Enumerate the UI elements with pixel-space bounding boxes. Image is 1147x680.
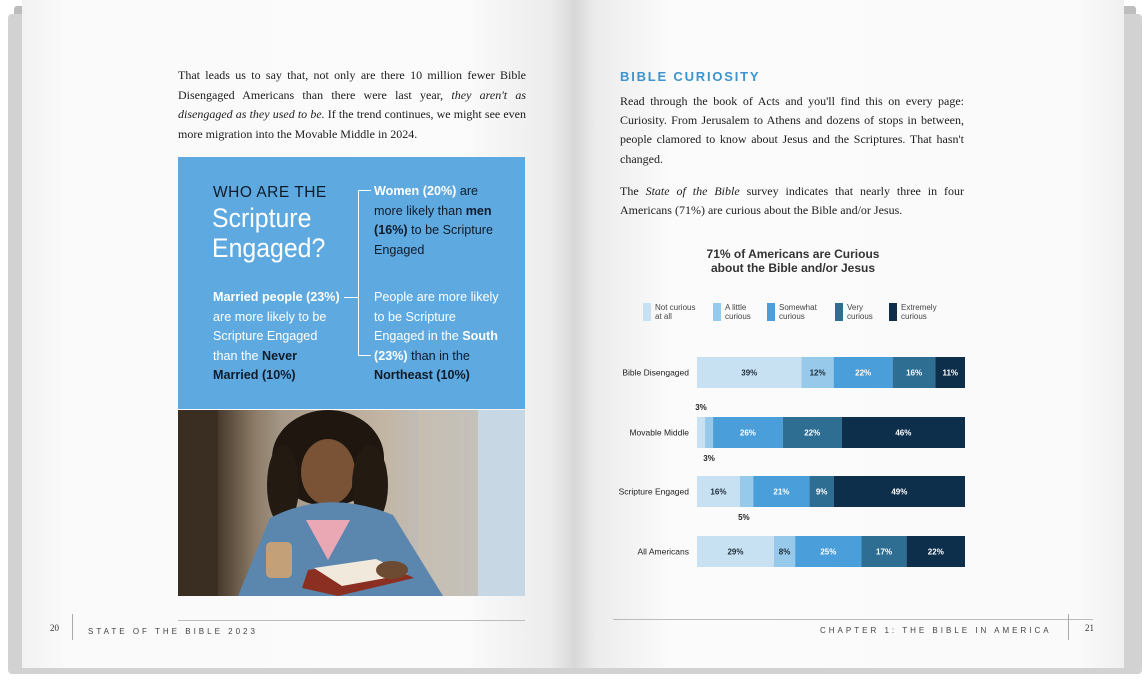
data-label: 9% (815, 487, 828, 497)
footer-rule (613, 619, 1093, 620)
curiosity-paragraph-2: The State of the Bible survey indicates that nearly three in four Americans (71%) are curious about the Bible and/or Jesus. (620, 184, 965, 218)
legend-label: at all (655, 312, 672, 321)
data-label: 22% (927, 547, 944, 557)
right-page-number: 21 (1085, 623, 1094, 633)
chart-title: 71% of Americans are Curious about the Bible and/or Jesus (706, 247, 880, 275)
legend-swatch (767, 303, 775, 321)
curiosity-paragraph-1: Read through the book of Acts and you'll find this on every page: Curiosity. From Jerusalem to Athens and dozens of stops in between, people clamored to know about Jesus and the Scriptures. That hasn't changed. (620, 94, 964, 166)
right-running-head: CHAPTER 1: THE BIBLE IN AMERICA (820, 626, 1052, 635)
legend-label: curious (847, 312, 873, 321)
intro-italic: they aren't as disengaged as they used to be. (178, 87, 527, 122)
woman-reading-bible-photo (178, 410, 525, 596)
legend-label: A little (725, 303, 747, 312)
legend-label: Not curious (655, 303, 696, 312)
legend-label: curious (725, 312, 751, 321)
left-page-number: 20 (50, 623, 59, 633)
legend-swatch (713, 303, 721, 321)
legend-swatch (643, 303, 651, 321)
data-label: 17% (876, 547, 893, 557)
data-label: 39% (741, 368, 758, 378)
legend-label: Somewhat (779, 303, 817, 312)
category-label: Scripture Engaged (618, 486, 689, 497)
data-label: 29% (727, 547, 744, 557)
category-label: Bible Disengaged (622, 367, 689, 378)
scripture-engaged-infobox (178, 157, 525, 409)
women-stat: Women (20%) are more likely than men (16%) to be Scripture Engaged (374, 184, 493, 257)
legend-label: curious (779, 312, 805, 321)
data-label: 16% (710, 487, 727, 497)
legend-swatch (889, 303, 897, 321)
left-page (22, 0, 573, 668)
data-label: 11% (942, 368, 959, 378)
section-title: BIBLE CURIOSITY (620, 69, 761, 84)
data-label: 49% (891, 487, 908, 497)
legend-label: Very (847, 303, 864, 312)
category-label: Movable Middle (629, 427, 689, 438)
data-label: 16% (906, 368, 923, 378)
data-label: 21% (773, 487, 790, 497)
footer-divider (1068, 614, 1069, 640)
photo-illustration (178, 410, 525, 596)
footer-rule (178, 620, 525, 621)
infobox-heading-small: WHO ARE THE (213, 184, 327, 201)
data-label: 26% (739, 428, 756, 438)
bar-segment (740, 476, 753, 507)
data-label: 46% (895, 428, 912, 438)
connector-line (344, 297, 358, 298)
data-label: 22% (804, 428, 821, 438)
married-stat: Married people (23%) are more likely to be Scripture Engaged than the Never Married (10%) (213, 290, 340, 383)
legend-label: Extremely (901, 303, 937, 312)
data-label: 3% (695, 403, 707, 412)
legend-swatch (835, 303, 843, 321)
infobox-heading-big: Scripture Engaged? (212, 203, 326, 263)
bar-segment (697, 417, 705, 448)
right-page (573, 0, 1124, 668)
curiosity-stacked-bar-chart (573, 290, 1124, 590)
data-label: 8% (778, 547, 791, 557)
intro-paragraph: That leads us to say that, not only are there 10 million fewer Bible Disengaged Americans than there were last year, they aren't as disengaged as they used to be. If the trend continues, we might see even more migration into the Movable Middle in 2024. (178, 68, 527, 141)
category-label: All Americans (637, 546, 689, 557)
legend-label: curious (901, 312, 927, 321)
data-label: 22% (855, 368, 872, 378)
footer-divider (72, 614, 73, 640)
data-label: 25% (820, 547, 837, 557)
data-label: 3% (703, 454, 715, 463)
left-running-head: STATE OF THE BIBLE 2023 (88, 627, 258, 636)
region-stat: People are more likely to be Scripture Engaged in the South (23%) than in the Northeast (10%) (374, 290, 499, 383)
data-label: 12% (809, 368, 826, 378)
data-label: 5% (738, 513, 750, 522)
connector-bracket (358, 190, 371, 356)
bar-segment (705, 417, 713, 448)
